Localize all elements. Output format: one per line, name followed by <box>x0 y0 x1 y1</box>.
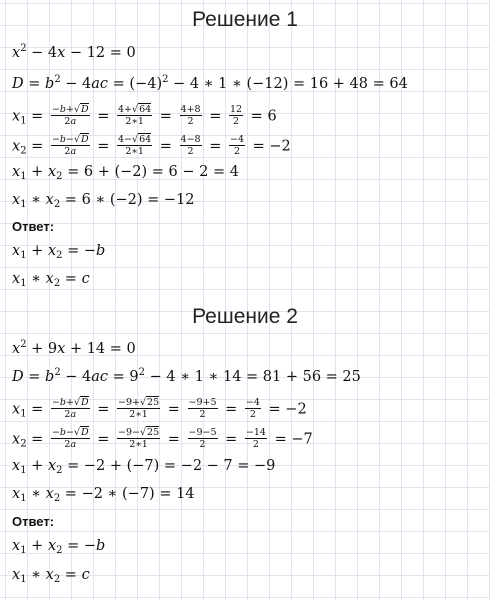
solution-2-product: $x_1$ ∗ $x_2 = -2$ ∗ (−7) = 14 <box>12 486 195 504</box>
solution-1-sum: $x_1 + x_2 = 6 + (-2) = 6 - 2 = 4$ <box>12 164 239 182</box>
solution-1-product: $x_1$ ∗ $x_2 = 6$ ∗ (−2) = −12 <box>12 192 195 210</box>
solution-1-answer-label: Ответ: <box>12 219 55 234</box>
solution-1-root-2: $x_2$ = $\frac{-b-√D}{2a}$ = $\frac{4-√64}{2∗1}$ = $\frac{4-8}{2}$ = $\frac{-4}{2}$ = −2 <box>12 134 291 157</box>
solution-1-discriminant: $D = b^2 - 4ac = (-4)^2 - 4$ ∗ 1 ∗ (−12) = 16 + 48 = 64 <box>12 74 408 92</box>
solution-2-sum: $x_1 + x_2 = -2 + (-7) = -2 - 7 = -9$ <box>12 458 276 476</box>
solution-1-equation: $x^2 - 4x - 12 = 0$ <box>12 43 136 61</box>
solution-2-heading: Решение 2 <box>192 305 298 328</box>
solution-1-heading: Решение 1 <box>192 8 298 31</box>
solution-2-answer-sum: $x_1 + x_2 = -b$ <box>12 538 106 556</box>
solution-2-answer-product: $x_1$ ∗ $x_2 = c$ <box>12 567 90 585</box>
solution-1-answer-sum: $x_1 + x_2 = -b$ <box>12 243 106 261</box>
solution-2-discriminant: $D = b^2 - 4ac = 9^2 - 4$ ∗ 1 ∗ 14 = 81 + 56 = 25 <box>12 367 361 385</box>
solution-2-root-2: $x_2$ = $\frac{-b-√D}{2a}$ = $\frac{-9-√25}{2∗1}$ = $\frac{-9-5}{2}$ = $\frac{-14}{2}$ = −7 <box>12 427 313 450</box>
solution-2-answer-label: Ответ: <box>12 514 55 529</box>
solution-1-answer-product: $x_1$ ∗ $x_2 = c$ <box>12 271 90 289</box>
solution-2-root-1: $x_1$ = $\frac{-b+√D}{2a}$ = $\frac{-9+√25}{2∗1}$ = $\frac{-9+5}{2}$ = $\frac{-4}{2}$ = −2 <box>12 397 307 420</box>
solution-1-root-1: $x_1$ = $\frac{-b+√D}{2a}$ = $\frac{4+√64}{2∗1}$ = $\frac{4+8}{2}$ = $\frac{12}{2}$ = 6 <box>12 104 277 127</box>
solution-2-equation: $x^2 + 9x + 14 = 0$ <box>12 339 136 357</box>
